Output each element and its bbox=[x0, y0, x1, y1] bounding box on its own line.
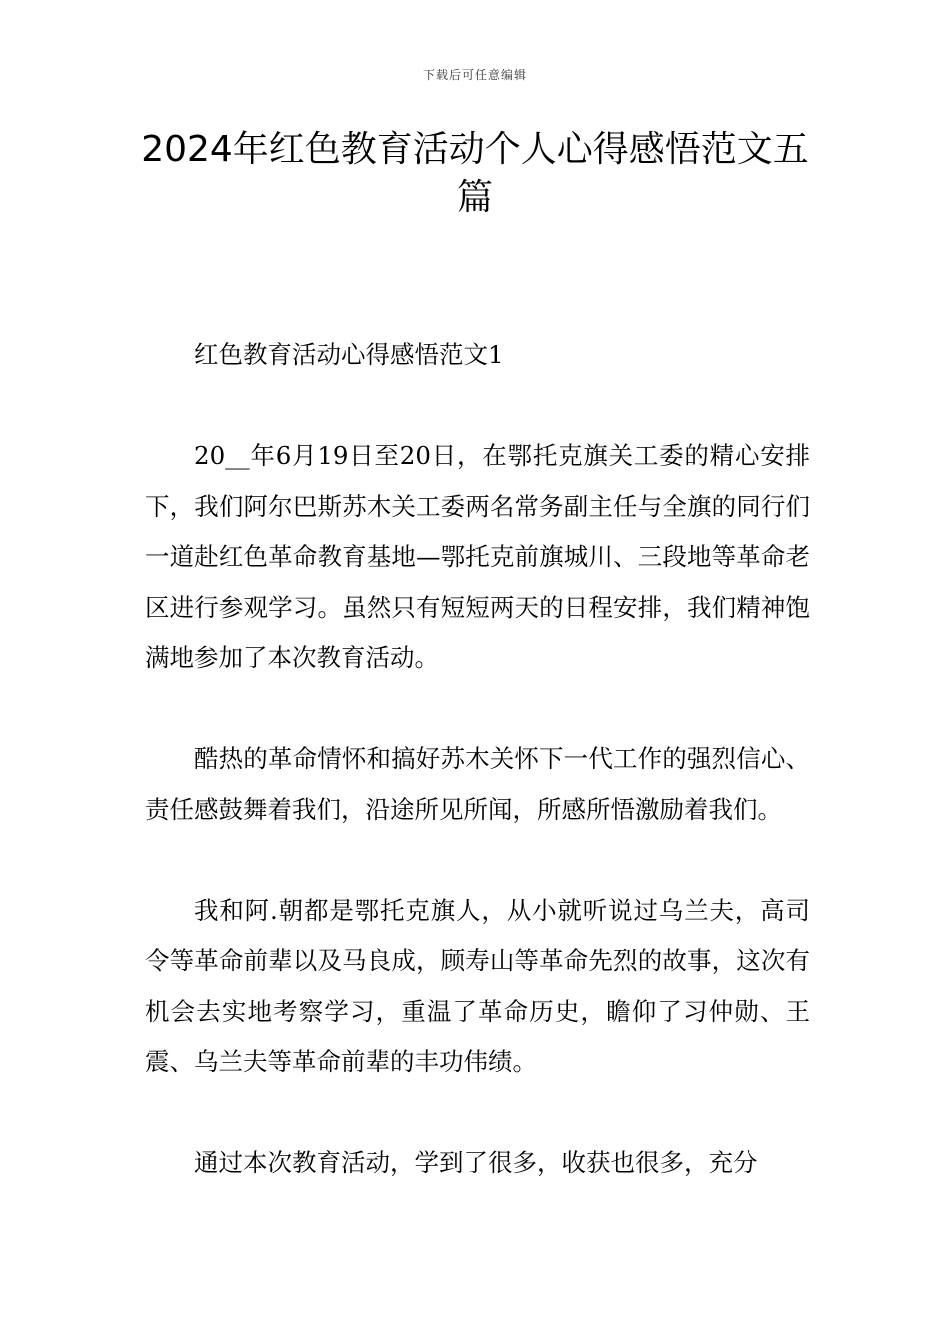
paragraph-3: 我和阿.朝都是鄂托克旗人，从小就听说过乌兰夫，高司令等革命前辈以及马良成，顾寿山等革命先烈的故事，这次有机会去实地考察学习，重温了革命历史，瞻仰了习仲勋、王震、乌兰夫等革命前辈的丰功伟绩。 bbox=[145, 895, 810, 1076]
document-title: 2024年红色教育活动个人心得感悟范文五篇 bbox=[141, 129, 809, 218]
download-note: 下载后可任意编辑 bbox=[422, 68, 527, 82]
paragraph-1: 20__年6月19日至20日，在鄂托克旗关工委的精心安排下，我们阿尔巴斯苏木关工委两名常务副主任与全旗的同行们一道赴红色革命教育基地—鄂托克前旗城川、三段地等革命老区进行参观学习。虽然只有短短两天的日程安排，我们精神饱满地参加了本次教育活动。 bbox=[145, 441, 810, 672]
document-body bbox=[145, 330, 810, 1239]
section-heading: 红色教育活动心得感悟范文1 bbox=[194, 340, 504, 369]
paragraph-4: 通过本次教育活动，学到了很多，收获也很多，充分 bbox=[194, 1148, 758, 1177]
paragraph-2: 酷热的革命情怀和搞好苏木关怀下一代工作的强烈信心、责任感鼓舞着我们，沿途所见所闻，所感所悟激励着我们。 bbox=[145, 744, 810, 824]
